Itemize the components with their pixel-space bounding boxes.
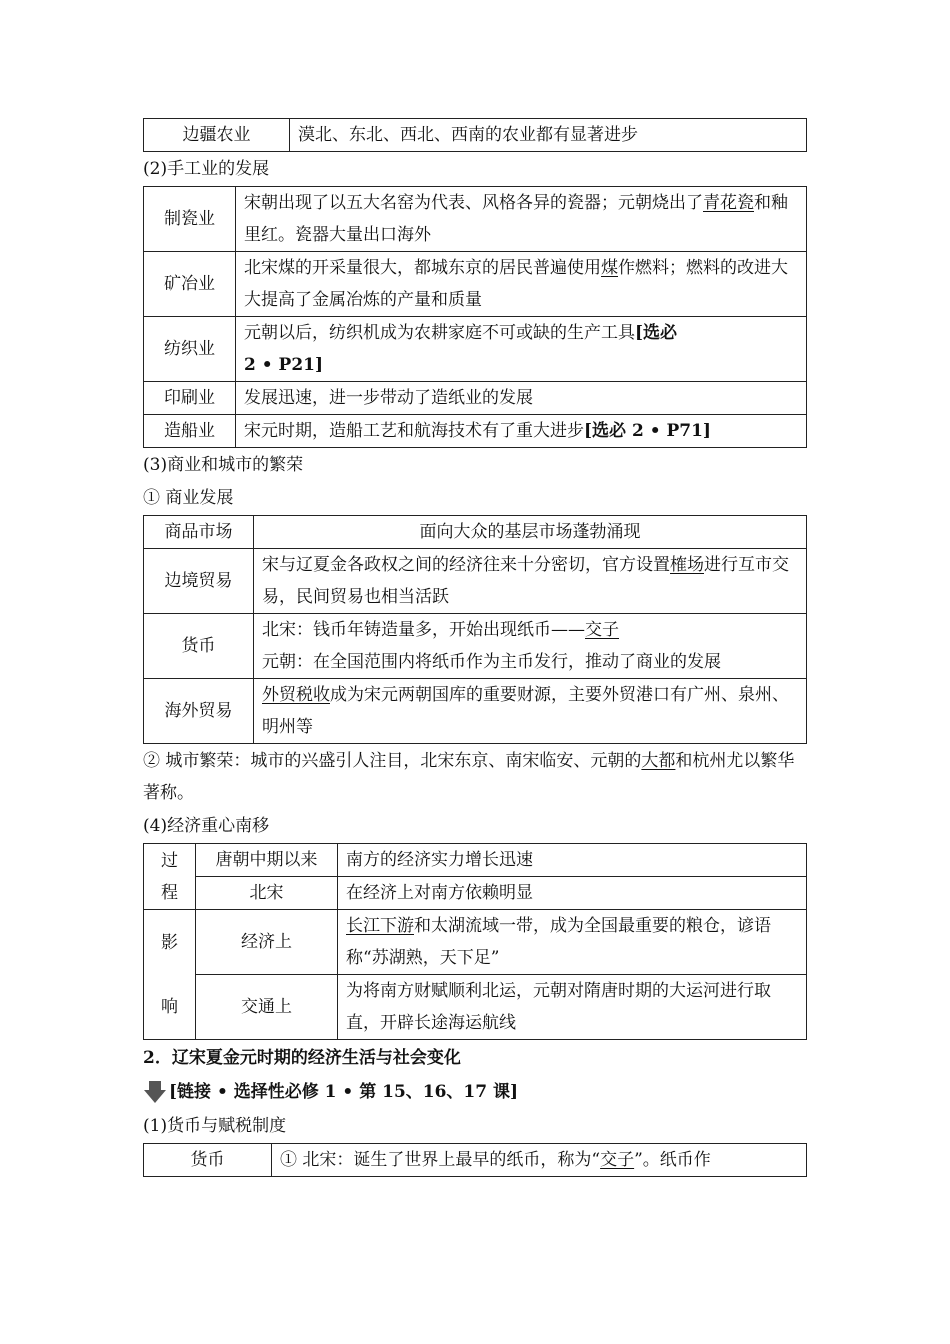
table-row (144, 1144, 807, 1177)
commerce-table (143, 515, 807, 744)
row-label: 货币 (144, 614, 254, 679)
row-content: 漠北、东北、西北、西南的农业都有显著进步 (290, 119, 807, 152)
table-row (144, 317, 807, 382)
row-content: 元朝以后，纺织机成为农耕家庭不可或缺的生产工具[选必 2 • P21] (236, 317, 807, 382)
row-label: 海外贸易 (144, 679, 254, 744)
row-label: 矿冶业 (144, 252, 236, 317)
row-content: 北宋：钱币年铸造量多，开始出现纸币——交子 元朝：在全国范围内将纸币作为主币发行，推动了商业的发展 (254, 614, 807, 679)
city-prosperity-paragraph: ② 城市繁荣：城市的兴盛引人注目，北宋东京、南宋临安、元朝的大都和杭州尤以繁华著称。 (143, 751, 795, 803)
table-row (144, 910, 807, 975)
row-content: 北宋煤的开采量很大，都城东京的居民普遍使用煤作燃料；燃料的改进大大提高了金属冶炼的产量和质量 (236, 252, 807, 317)
frontier-agriculture-table (143, 118, 807, 152)
row-label: 纺织业 (144, 317, 236, 382)
row-label: 印刷业 (144, 382, 236, 415)
row-label: 边境贸易 (144, 549, 254, 614)
row-content: 面向大众的基层市场蓬勃涌现 (254, 516, 807, 549)
table-row (144, 415, 807, 448)
table-row (144, 119, 807, 152)
row-content: 南方的经济实力增长迅速 (338, 844, 807, 877)
row-label: 边疆农业 (144, 119, 290, 152)
row-content: 宋元时期，造船工艺和航海技术有了重大进步[选必 2 • P71] (236, 415, 807, 448)
section-heading-commerce: (3)商业和城市的繁荣 (143, 455, 304, 475)
subheading-commerce-development: ① 商业发展 (143, 488, 234, 508)
table-row (144, 382, 807, 415)
handicraft-table (143, 186, 807, 448)
row-label: 制瓷业 (144, 187, 236, 252)
row-label: 造船业 (144, 415, 236, 448)
row-label: 北宋 (196, 877, 338, 910)
table-row (144, 975, 807, 1040)
down-arrow-icon (143, 1080, 167, 1104)
table-row (144, 679, 807, 744)
row-content: ① 北宋：诞生了世界上最早的纸币，称为“交子”。纸币作 (272, 1144, 807, 1177)
textbook-link (143, 1076, 807, 1108)
row-content: 长江下游和太湖流域一带，成为全国最重要的粮仓，谚语称“苏湖熟，天下足” (338, 910, 807, 975)
link-text: [链接 • 选择性必修 1 • 第 15、16、17 课] (169, 1082, 519, 1102)
section-heading-handicraft: (2)手工业的发展 (143, 159, 270, 179)
row-content: 为将南方财赋顺利北运，元朝对隋唐时期的大运河进行取直，开辟长途海运航线 (338, 975, 807, 1040)
group-label-impact: 影 响 (144, 910, 196, 1040)
table-row (144, 516, 807, 549)
document-page (143, 118, 807, 1177)
row-content: 宋朝出现了以五大名窑为代表、风格各异的瓷器；元朝烧出了青花瓷和釉里红。瓷器大量出口海外 (236, 187, 807, 252)
row-label: 交通上 (196, 975, 338, 1040)
group-label-process: 过 程 (144, 844, 196, 910)
row-label: 货币 (144, 1144, 272, 1177)
table-row (144, 549, 807, 614)
row-content: 在经济上对南方依赖明显 (338, 877, 807, 910)
table-row (144, 614, 807, 679)
table-row (144, 187, 807, 252)
chapter-heading: 2．辽宋夏金元时期的经济生活与社会变化 (143, 1048, 461, 1068)
table-row (144, 844, 807, 877)
economic-shift-table (143, 843, 807, 1040)
section-heading-currency-tax: (1)货币与赋税制度 (143, 1116, 287, 1136)
row-label: 商品市场 (144, 516, 254, 549)
row-content: 外贸税收成为宋元两朝国库的重要财源，主要外贸港口有广州、泉州、明州等 (254, 679, 807, 744)
row-label: 经济上 (196, 910, 338, 975)
section-heading-economic-shift: (4)经济重心南移 (143, 816, 270, 836)
row-content: 发展迅速，进一步带动了造纸业的发展 (236, 382, 807, 415)
table-row (144, 877, 807, 910)
row-content: 宋与辽夏金各政权之间的经济往来十分密切，官方设置榷场进行互市交易，民间贸易也相当活跃 (254, 549, 807, 614)
row-label: 唐朝中期以来 (196, 844, 338, 877)
currency-table (143, 1143, 807, 1177)
table-row (144, 252, 807, 317)
